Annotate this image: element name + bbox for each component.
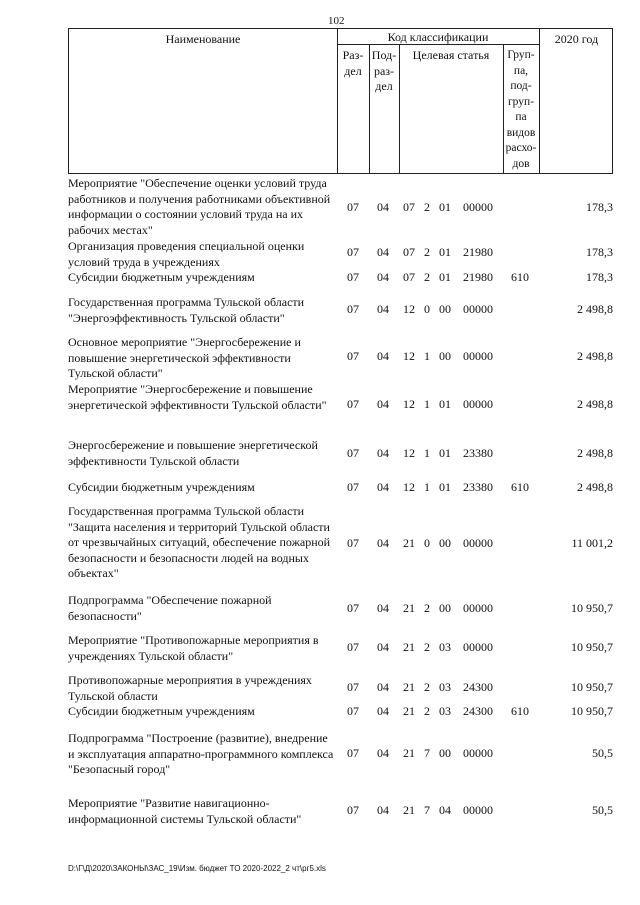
row-amount: 50,5 [592,803,613,817]
header-name: Наименование [165,32,241,46]
row-name: Мероприятие "Развитие навигационно-информационной системы Тульской области" [68,796,302,826]
row-program: 12 [403,397,415,411]
table-row [68,239,613,270]
row-name: Мероприятие "Энергосбережение и повышение энергетической эффективности Тульской области" [68,382,327,412]
row-name: Подпрограмма "Обеспечение пожарной безопасности" [68,593,272,623]
row-subprogram: 2 [424,640,430,654]
row-subsection: 04 [377,480,389,494]
row-amount: 178,3 [586,200,613,214]
table-row [68,270,613,286]
row-name: Субсидии бюджетным учреждениям [68,480,255,494]
row-amount: 10 950,7 [571,704,613,718]
table-row [68,382,613,429]
table-row [68,480,613,496]
row-program: 12 [403,349,415,363]
table-row [68,335,613,382]
row-subsection: 04 [377,349,389,363]
row-program: 07 [403,270,415,284]
header-divider [399,44,400,173]
row-name: Субсидии бюджетным учреждениям [68,704,255,718]
row-subprogram: 7 [424,803,430,817]
table-row [68,593,613,624]
header-section: Раз- дел [342,48,364,78]
row-program: 12 [403,446,415,460]
header-divider [539,29,540,173]
row-event: 03 [439,680,451,694]
row-expense-group: 610 [511,480,529,494]
row-amount: 2 498,8 [577,397,613,411]
row-program: 21 [403,640,415,654]
file-path-footer: D:\Г\Д\2020\ЗАКОНЫ\ЗАС_19\Изм. бюджет ТО 2020-2022_2 чт\рг5.xls [68,864,326,873]
row-section: 07 [347,640,359,654]
row-subprogram: 2 [424,245,430,259]
row-direction: 00000 [463,302,493,316]
header-classification-code: Код классификации [387,30,489,44]
row-amount: 2 498,8 [577,480,613,494]
table-row [68,176,613,238]
table-header [68,28,613,174]
row-subprogram: 1 [424,349,430,363]
row-subsection: 04 [377,446,389,460]
row-program: 12 [403,302,415,316]
table-row [68,796,613,827]
row-direction: 24300 [463,680,493,694]
row-subsection: 04 [377,746,389,760]
row-direction: 21980 [463,270,493,284]
row-event: 03 [439,704,451,718]
row-event: 01 [439,446,451,460]
row-direction: 00000 [463,349,493,363]
row-name: Основное мероприятие "Энергосбережение и повышение энергетической эффективности Тульской области" [68,335,301,380]
row-subsection: 04 [377,803,389,817]
row-section: 07 [347,302,359,316]
row-section: 07 [347,680,359,694]
header-target-article: Целевая статья [412,48,490,62]
row-direction: 24300 [463,704,493,718]
row-amount: 10 950,7 [571,640,613,654]
row-amount: 2 498,8 [577,349,613,363]
row-direction: 00000 [463,536,493,550]
row-section: 07 [347,803,359,817]
row-subsection: 04 [377,640,389,654]
row-subprogram: 0 [424,536,430,550]
row-subprogram: 2 [424,270,430,284]
row-program: 21 [403,680,415,694]
row-amount: 2 498,8 [577,302,613,316]
header-year: 2020 год [554,32,599,46]
row-direction: 00000 [463,397,493,411]
row-amount: 178,3 [586,270,613,284]
table-row [68,673,613,704]
row-section: 07 [347,397,359,411]
row-event: 01 [439,480,451,494]
table-row [68,731,613,778]
row-subsection: 04 [377,200,389,214]
row-direction: 23380 [463,446,493,460]
row-direction: 23380 [463,480,493,494]
row-event: 00 [439,536,451,550]
row-amount: 10 950,7 [571,601,613,615]
row-event: 01 [439,397,451,411]
row-subprogram: 2 [424,680,430,694]
row-program: 21 [403,746,415,760]
row-name: Государственная программа Тульской области "Защита населения и территорий Тульской области от чрезвычайных ситуаций, обеспечение пожарной безопасности и безопасности людей на водных объектах" [68,504,331,580]
row-amount: 178,3 [586,245,613,259]
row-section: 07 [347,245,359,259]
row-subprogram: 2 [424,200,430,214]
row-section: 07 [347,704,359,718]
row-subprogram: 1 [424,446,430,460]
row-program: 21 [403,803,415,817]
row-subprogram: 1 [424,397,430,411]
row-section: 07 [347,200,359,214]
row-name: Мероприятие "Обеспечение оценки условий труда работников и получения работниками объективной информации о состоянии условий труда на их рабочих местах" [68,176,331,237]
row-section: 07 [347,349,359,363]
row-section: 07 [347,601,359,615]
table-row [68,438,613,469]
header-expense-group: Груп- па, под- груп- па видов расхо- дов [505,49,537,170]
table-row [68,295,613,326]
row-name: Энергосбережение и повышение энергетической эффективности Тульской области [68,438,318,468]
row-amount: 50,5 [592,746,613,760]
row-amount: 11 001,2 [571,536,613,550]
row-event: 03 [439,640,451,654]
row-subsection: 04 [377,397,389,411]
row-subprogram: 1 [424,480,430,494]
row-name: Организация проведения специальной оценки условий труда в учреждениях [68,239,305,269]
row-event: 01 [439,270,451,284]
header-subsection: Под- раз- дел [371,48,397,93]
row-subsection: 04 [377,680,389,694]
row-section: 07 [347,270,359,284]
row-event: 04 [439,803,451,817]
row-event: 00 [439,302,451,316]
row-subsection: 04 [377,601,389,615]
row-event: 01 [439,245,451,259]
row-direction: 00000 [463,640,493,654]
row-direction: 00000 [463,803,493,817]
row-section: 07 [347,480,359,494]
row-program: 21 [403,601,415,615]
row-name: Мероприятие "Противопожарные мероприятия в учреждениях Тульской области" [68,633,319,663]
row-direction: 00000 [463,746,493,760]
row-subsection: 04 [377,302,389,316]
row-event: 00 [439,349,451,363]
row-expense-group: 610 [511,704,529,718]
row-name: Подпрограмма "Построение (развитие), внедрение и эксплуатация аппаратно-программного комплекса "Безопасный город" [68,731,334,776]
row-program: 07 [403,200,415,214]
row-subprogram: 2 [424,704,430,718]
row-event: 00 [439,746,451,760]
row-expense-group: 610 [511,270,529,284]
table-row [68,504,613,583]
row-section: 07 [347,536,359,550]
row-direction: 00000 [463,200,493,214]
row-section: 07 [347,446,359,460]
row-amount: 2 498,8 [577,446,613,460]
row-subprogram: 7 [424,746,430,760]
row-subsection: 04 [377,704,389,718]
table-row [68,633,613,664]
row-subprogram: 2 [424,601,430,615]
row-event: 01 [439,200,451,214]
row-direction: 21980 [463,245,493,259]
row-name: Противопожарные мероприятия в учреждениях Тульской области [68,673,312,703]
row-program: 12 [403,480,415,494]
row-program: 07 [403,245,415,259]
row-section: 07 [347,746,359,760]
row-program: 21 [403,536,415,550]
row-subsection: 04 [377,536,389,550]
table-row [68,704,613,720]
row-program: 21 [403,704,415,718]
row-subsection: 04 [377,245,389,259]
page-number: 102 [328,15,345,27]
row-subprogram: 0 [424,302,430,316]
row-name: Государственная программа Тульской области "Энергоэффективность Тульской области" [68,295,305,325]
row-event: 00 [439,601,451,615]
row-subsection: 04 [377,270,389,284]
row-direction: 00000 [463,601,493,615]
row-amount: 10 950,7 [571,680,613,694]
row-name: Субсидии бюджетным учреждениям [68,270,255,284]
